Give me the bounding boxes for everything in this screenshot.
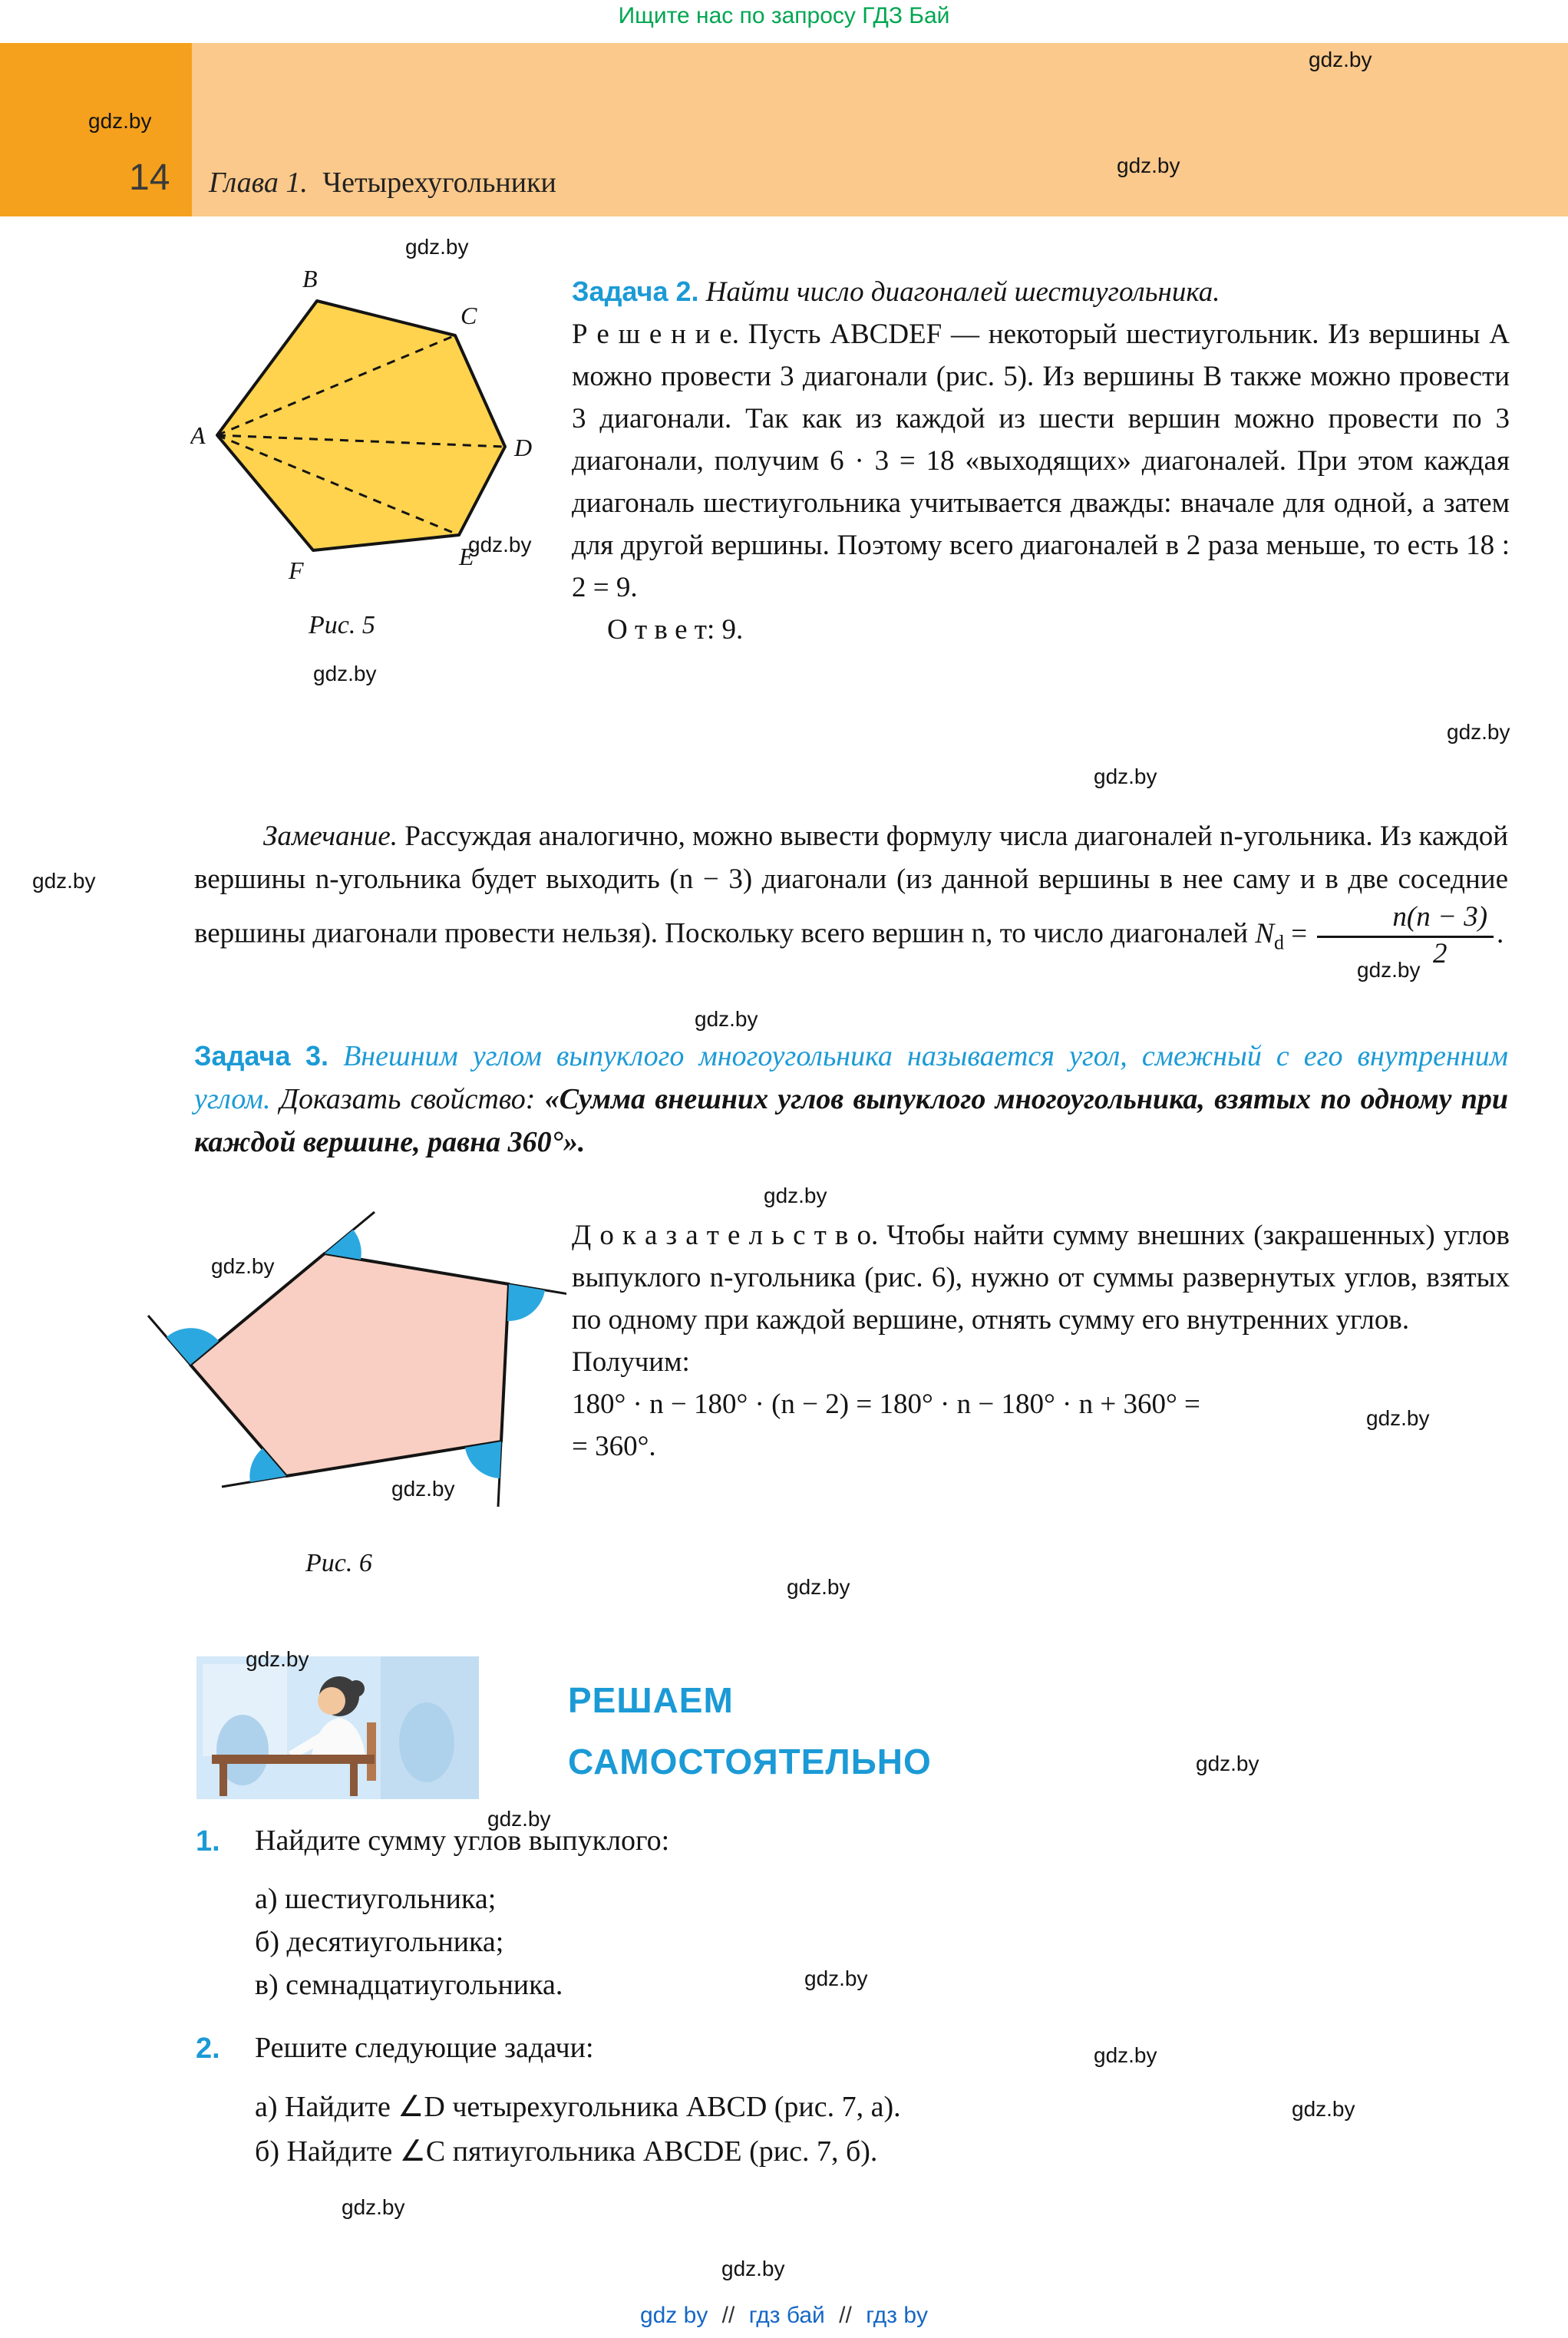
figure-6-caption: Рис. 6 (305, 1549, 372, 1577)
gdz-watermark: gdz.by (1366, 1406, 1430, 1430)
gdz-watermark: gdz.by (764, 1184, 827, 1207)
gdz-watermark: gdz.by (313, 662, 377, 685)
vertex-label-f: F (289, 556, 304, 584)
chapter-label: Глава 1. (209, 167, 308, 199)
chapter-title: Четырехугольники (322, 167, 556, 199)
top-search-hint: Ищите нас по запросу ГДЗ Бай (618, 3, 950, 28)
gdz-watermark: gdz.by (787, 1575, 850, 1599)
problem-2-item-a: а) Найдите ∠D четырехугольника ABCD (рис. 7, а). (255, 2091, 901, 2123)
task-2-statement: Найти число диагоналей шестиугольника. (705, 276, 1220, 308)
task-3-prove-lead: Доказать свойство: (279, 1083, 536, 1115)
vertex-label-d: D (514, 434, 533, 461)
proof-paragraph (572, 1214, 1510, 1341)
remark-paragraph (194, 815, 1508, 970)
vertex-label-c: C (460, 302, 477, 329)
formula-variable: N (1255, 917, 1275, 949)
gdz-watermark: gdz.by (32, 869, 96, 893)
gdz-watermark: gdz.by (1447, 720, 1510, 744)
gdz-watermark: gdz.by (1292, 2097, 1355, 2121)
solve-section-title-line2: САМОСТОЯТЕЛЬНО (568, 1742, 932, 1782)
pentagon-shape (190, 1253, 509, 1476)
gdz-watermark: gdz.by (804, 1966, 868, 1990)
problem-1-item-c: в) семнадцатиугольника. (255, 1969, 563, 2001)
problem-1-item-a: а) шестиугольника; (255, 1883, 497, 1915)
gdz-watermark: gdz.by (246, 1647, 309, 1671)
gdz-watermark: gdz.by (405, 235, 469, 259)
fraction-numerator: n(n − 3) (1317, 901, 1494, 938)
hexagon-shape (217, 301, 505, 550)
task-2-answer: О т в е т: 9. (607, 614, 744, 646)
gdz-watermark: gdz.by (721, 2257, 785, 2280)
diagonal-count-formula (1255, 901, 1504, 969)
footer-separator-1: // (721, 2303, 735, 2328)
gdz-watermark: gdz.by (391, 1477, 455, 1501)
gdz-watermark: gdz.by (211, 1254, 275, 1278)
footer-links (0, 2303, 1568, 2329)
task-2-block (572, 270, 1510, 651)
formula-line-2: = 360°. (572, 1431, 656, 1462)
vertex-label-a: A (190, 421, 206, 449)
task-2-solution-paragraph (572, 313, 1510, 609)
task-3-property: «Сумма внешних углов выпуклого многоугольника, взятых по одному при каждой вершине, равна 360°». (194, 1083, 1509, 1158)
task-3-block (194, 1035, 1508, 1164)
footer-link-2[interactable]: гдз бай (748, 2303, 825, 2328)
remark-lead: Замечание. (263, 821, 398, 852)
solution-text: Пусть ABCDEF — некоторый шестиугольник. Из вершины A можно провести 3 диагонали (рис. 5). Из вершины B также можно провести 3 диагонали. Так как из каждой из шести вершин можно провести по 3 диагонали, получим 6 · 3 = 18 «выходящих» диагоналей. При этом каждая диагональ шестиугольника учитывается дважды: вначале для одной, а затем для другой вершины. Поэтому всего диагоналей в 2 раза меньше, то есть 18 : 2 = 9. (572, 319, 1510, 603)
gdz-watermark: gdz.by (487, 1807, 551, 1831)
formula-equals: = (1291, 917, 1308, 949)
gdz-watermark: gdz.by (342, 2195, 405, 2219)
problem-2-text: Решите следующие задачи: (255, 2032, 594, 2064)
proof-label: Д о к а з а т е л ь с т в о. (572, 1220, 879, 1251)
gdz-watermark: gdz.by (1357, 958, 1421, 982)
gdz-watermark: gdz.by (695, 1007, 758, 1031)
formula-line-1: 180° · n − 180° · (n − 2) = 180° · n − 180° · n + 360° = (572, 1389, 1200, 1420)
gdz-watermark: gdz.by (468, 533, 532, 556)
chapter-heading (209, 166, 556, 200)
problem-2-item-b: б) Найдите ∠C пятиугольника ABCDE (рис. 7, б). (255, 2135, 878, 2168)
problem-2-number: 2. (196, 2033, 220, 2065)
fraction-denominator: 2 (1432, 937, 1448, 969)
task-2-statement-paragraph (572, 270, 1510, 313)
problem-1-item-b: б) десятиугольника; (255, 1926, 504, 1958)
formula-subscript: d (1274, 930, 1285, 953)
student-illustration (196, 1656, 479, 1799)
footer-separator-2: // (839, 2303, 852, 2328)
remark-text: Рассуждая аналогично, можно вывести формулу числа диагоналей n-угольника. Из каждой вершины n-угольника будет выходить (n − 3) диагонали (из данной вершины в нее саму и в две соседние вершины диагонали провести нельзя). Поскольку всего вершин n, то число диагоналей (194, 821, 1508, 949)
gdz-watermark: gdz.by (1196, 1752, 1259, 1775)
problem-1-number: 1. (196, 1825, 220, 1858)
footer-link-1[interactable]: gdz by (639, 2303, 708, 2328)
figure-6-pentagon (137, 1204, 566, 1557)
vertex-label-e: E (459, 543, 474, 570)
problem-1-text: Найдите сумму углов выпуклого: (255, 1824, 670, 1857)
formula-period: . (1497, 917, 1504, 949)
footer-link-3[interactable]: гдз by (866, 2303, 929, 2328)
task-3-label: Задача 3. (194, 1040, 329, 1072)
solve-section-title-line1: РЕШАЕМ (568, 1680, 734, 1720)
proof-text: Чтобы найти сумму внешних (закрашенных) углов выпуклого n-угольника (рис. 6), нужно от суммы развернутых углов, взятых по одному при каждой вершине, отнять сумму его внутренних углов. (572, 1220, 1510, 1336)
gdz-watermark: gdz.by (88, 109, 152, 133)
gdz-watermark: gdz.by (1117, 154, 1180, 177)
vertex-label-b: B (302, 265, 318, 292)
figure-5-caption: Рис. 5 (309, 611, 375, 639)
gdz-watermark: gdz.by (1309, 48, 1372, 71)
task-2-label: Задача 2. (572, 276, 699, 307)
page-number: 14 (129, 157, 170, 198)
task-3-definition: Внешним углом выпуклого многоугольника называется угол, смежный с его внутренним углом. (194, 1040, 1508, 1115)
proof-lead-in: Получим: (572, 1346, 690, 1378)
gdz-watermark: gdz.by (1094, 764, 1157, 788)
solution-label: Р е ш е н и е. (572, 319, 739, 350)
gdz-watermark: gdz.by (1094, 2043, 1157, 2067)
